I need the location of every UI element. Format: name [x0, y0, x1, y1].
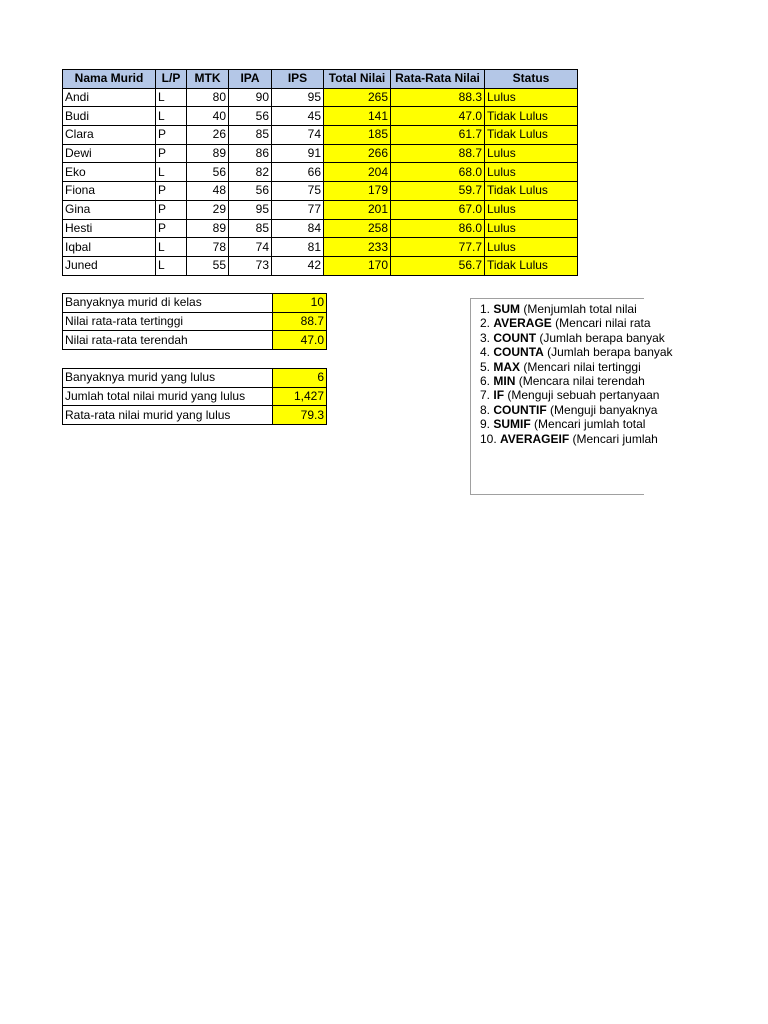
cell-lp[interactable]: L [156, 238, 187, 257]
stat-value[interactable]: 1,427 [273, 387, 327, 406]
cell-ipa[interactable]: 74 [229, 238, 272, 257]
stat-label[interactable]: Jumlah total nilai murid yang lulus [63, 387, 273, 406]
cell-lp[interactable]: P [156, 144, 187, 163]
note-number: 9. [480, 417, 491, 432]
stat-value[interactable]: 6 [273, 369, 327, 388]
note-description: (Mencari nilai tertinggi [523, 359, 641, 374]
cell-nama-murid[interactable]: Hesti [63, 219, 156, 238]
list-item [480, 402, 658, 417]
stat-value[interactable]: 79.3 [273, 406, 327, 425]
header-mtk[interactable]: MTK [187, 70, 229, 89]
table-row [63, 331, 327, 350]
cell-mtk[interactable]: 26 [187, 126, 229, 145]
cell-status[interactable]: Lulus [485, 200, 578, 219]
cell-nama-murid[interactable]: Eko [63, 163, 156, 182]
cell-mtk[interactable]: 29 [187, 200, 229, 219]
header-status[interactable]: Status [485, 70, 578, 89]
cell-total-nilai[interactable]: 265 [324, 88, 391, 107]
stat-label[interactable]: Banyaknya murid di kelas [63, 294, 273, 313]
cell-status[interactable]: Lulus [485, 144, 578, 163]
cell-mtk[interactable]: 89 [187, 219, 229, 238]
cell-rata-rata-nilai[interactable]: 77.7 [391, 238, 485, 257]
cell-lp[interactable]: L [156, 107, 187, 126]
table-row [63, 144, 578, 163]
cell-mtk[interactable]: 78 [187, 238, 229, 257]
cell-lp[interactable]: L [156, 256, 187, 275]
cell-mtk[interactable]: 80 [187, 88, 229, 107]
cell-rata-rata-nilai[interactable]: 88.7 [391, 144, 485, 163]
cell-ips[interactable]: 91 [272, 144, 324, 163]
cell-ips[interactable]: 81 [272, 238, 324, 257]
table-row [63, 406, 327, 425]
stat-label[interactable]: Nilai rata-rata tertinggi [63, 312, 273, 331]
cell-ips[interactable]: 75 [272, 182, 324, 201]
list-item [480, 360, 644, 374]
cell-nama-murid[interactable]: Budi [63, 107, 156, 126]
function-notes-textbox[interactable] [470, 298, 673, 495]
table-row [63, 387, 327, 406]
note-number: 3. [480, 330, 491, 345]
cell-lp[interactable]: P [156, 219, 187, 238]
note-function-name: SUMIF [493, 417, 531, 432]
cell-status[interactable]: Tidak Lulus [485, 182, 578, 201]
note-number: 1. [480, 302, 491, 316]
note-function-name: COUNT [493, 330, 537, 345]
table-header-row [63, 70, 578, 89]
list-item [480, 431, 658, 446]
note-function-name: AVERAGE [493, 316, 552, 331]
cell-total-nilai[interactable]: 185 [324, 126, 391, 145]
cell-ipa[interactable]: 56 [229, 107, 272, 126]
note-function-name: AVERAGEIF [500, 431, 570, 446]
cell-total-nilai[interactable]: 258 [324, 219, 391, 238]
cell-nama-murid[interactable]: Dewi [63, 144, 156, 163]
note-number: 2. [480, 316, 491, 331]
cell-rata-rata-nilai[interactable]: 68.0 [391, 163, 485, 182]
note-function-name: IF [493, 388, 505, 403]
cell-lp[interactable]: P [156, 200, 187, 219]
note-description: (Mencara nilai terendah [518, 374, 645, 389]
cell-ips[interactable]: 42 [272, 256, 324, 275]
cell-status[interactable]: Lulus [485, 219, 578, 238]
cell-nama-murid[interactable]: Iqbal [63, 238, 156, 257]
stat-label[interactable]: Nilai rata-rata terendah [63, 331, 273, 350]
cell-ips[interactable]: 77 [272, 200, 324, 219]
note-description: (Menguji banyaknya [550, 402, 658, 417]
note-number: 8. [480, 402, 491, 417]
table-row [63, 238, 578, 257]
cell-nama-murid[interactable]: Juned [63, 256, 156, 275]
cell-status[interactable]: Tidak Lulus [485, 256, 578, 275]
note-number: 7. [480, 388, 491, 403]
list-item [480, 417, 644, 431]
note-description: (Menjumlah total nilai [523, 302, 637, 316]
table-row [63, 107, 578, 126]
note-function-name: MIN [493, 374, 516, 389]
cell-lp[interactable]: P [156, 126, 187, 145]
cell-total-nilai[interactable]: 170 [324, 256, 391, 275]
note-number: 10. [480, 431, 497, 446]
cell-ips[interactable]: 74 [272, 126, 324, 145]
table-row [63, 294, 327, 313]
cell-ipa[interactable]: 95 [229, 200, 272, 219]
cell-status[interactable]: Tidak Lulus [485, 126, 578, 145]
cell-mtk[interactable]: 48 [187, 182, 229, 201]
cell-ipa[interactable]: 85 [229, 126, 272, 145]
table-row [63, 312, 327, 331]
list-item [480, 345, 673, 360]
cell-status[interactable]: Lulus [485, 88, 578, 107]
cell-nama-murid[interactable]: Gina [63, 200, 156, 219]
table-row [63, 126, 578, 145]
cell-nama-murid[interactable]: Fiona [63, 182, 156, 201]
cell-total-nilai[interactable]: 266 [324, 144, 391, 163]
note-number: 6. [480, 374, 491, 389]
header-rata-rata-nilai[interactable]: Rata-Rata Nilai [391, 70, 485, 89]
table-row [63, 182, 578, 201]
cell-rata-rata-nilai[interactable]: 86.0 [391, 219, 485, 238]
cell-ipa[interactable]: 73 [229, 256, 272, 275]
cell-total-nilai[interactable]: 204 [324, 163, 391, 182]
note-number: 5. [480, 359, 491, 374]
cell-status[interactable]: Tidak Lulus [485, 107, 578, 126]
class-summary-table [62, 293, 327, 350]
list-item [480, 302, 644, 316]
cell-total-nilai[interactable]: 179 [324, 182, 391, 201]
cell-lp[interactable]: L [156, 88, 187, 107]
table-row [63, 163, 578, 182]
note-description: (Jumlah berapa banyak [539, 330, 665, 345]
header-nama-murid[interactable]: Nama Murid [63, 70, 156, 89]
cell-total-nilai[interactable]: 233 [324, 238, 391, 257]
cell-mtk[interactable]: 40 [187, 107, 229, 126]
cell-ipa[interactable]: 90 [229, 88, 272, 107]
passing-summary-table [62, 368, 327, 425]
cell-ips[interactable]: 45 [272, 107, 324, 126]
cell-ips[interactable]: 84 [272, 219, 324, 238]
list-item [480, 316, 651, 331]
note-description: (Mencari jumlah total [534, 417, 646, 432]
cell-status[interactable]: Lulus [485, 163, 578, 182]
table-row [63, 369, 327, 388]
cell-ipa[interactable]: 82 [229, 163, 272, 182]
stat-label[interactable]: Banyaknya murid yang lulus [63, 369, 273, 388]
cell-ips[interactable]: 66 [272, 163, 324, 182]
note-function-name: SUM [493, 302, 521, 316]
note-function-name: COUNTA [493, 345, 544, 360]
cell-mtk[interactable]: 89 [187, 144, 229, 163]
cell-mtk[interactable]: 56 [187, 163, 229, 182]
cell-total-nilai[interactable]: 141 [324, 107, 391, 126]
stat-value[interactable]: 10 [273, 294, 327, 313]
header-ips[interactable]: IPS [272, 70, 324, 89]
table-row [63, 200, 578, 219]
cell-mtk[interactable]: 55 [187, 256, 229, 275]
cell-lp[interactable]: L [156, 163, 187, 182]
table-row [63, 88, 578, 107]
cell-nama-murid[interactable]: Clara [63, 126, 156, 145]
list-item [480, 374, 644, 388]
note-description: (Mencari jumlah [572, 431, 658, 446]
table-body [63, 88, 578, 275]
header-ipa[interactable]: IPA [229, 70, 272, 89]
cell-status[interactable]: Lulus [485, 238, 578, 257]
stat-value[interactable]: 88.7 [273, 312, 327, 331]
cell-rata-rata-nilai[interactable]: 61.7 [391, 126, 485, 145]
cell-ipa[interactable]: 85 [229, 219, 272, 238]
cell-rata-rata-nilai[interactable]: 56.7 [391, 256, 485, 275]
table-row [63, 219, 578, 238]
note-description: (Menguji sebuah pertanyaan [507, 388, 660, 403]
cell-ipa[interactable]: 86 [229, 144, 272, 163]
note-function-name: MAX [493, 359, 521, 374]
note-description: (Mencari nilai rata [555, 316, 651, 331]
list-item [480, 330, 665, 345]
list-item [480, 388, 660, 403]
student-grades-table [62, 69, 578, 276]
function-notes-list [471, 299, 673, 446]
cell-total-nilai[interactable]: 201 [324, 200, 391, 219]
header-lp[interactable]: L/P [156, 70, 187, 89]
cell-ips[interactable]: 95 [272, 88, 324, 107]
cell-nama-murid[interactable]: Andi [63, 88, 156, 107]
cell-rata-rata-nilai[interactable]: 67.0 [391, 200, 485, 219]
cell-lp[interactable]: P [156, 182, 187, 201]
cell-rata-rata-nilai[interactable]: 59.7 [391, 182, 485, 201]
table-row [63, 256, 578, 275]
header-total-nilai[interactable]: Total Nilai [324, 70, 391, 89]
stat-label[interactable]: Rata-rata nilai murid yang lulus [63, 406, 273, 425]
stat-value[interactable]: 47.0 [273, 331, 327, 350]
cell-ipa[interactable]: 56 [229, 182, 272, 201]
note-number: 4. [480, 345, 491, 360]
cell-rata-rata-nilai[interactable]: 47.0 [391, 107, 485, 126]
cell-rata-rata-nilai[interactable]: 88.3 [391, 88, 485, 107]
note-function-name: COUNTIF [493, 402, 547, 417]
note-description: (Jumlah berapa banyak [547, 345, 673, 360]
